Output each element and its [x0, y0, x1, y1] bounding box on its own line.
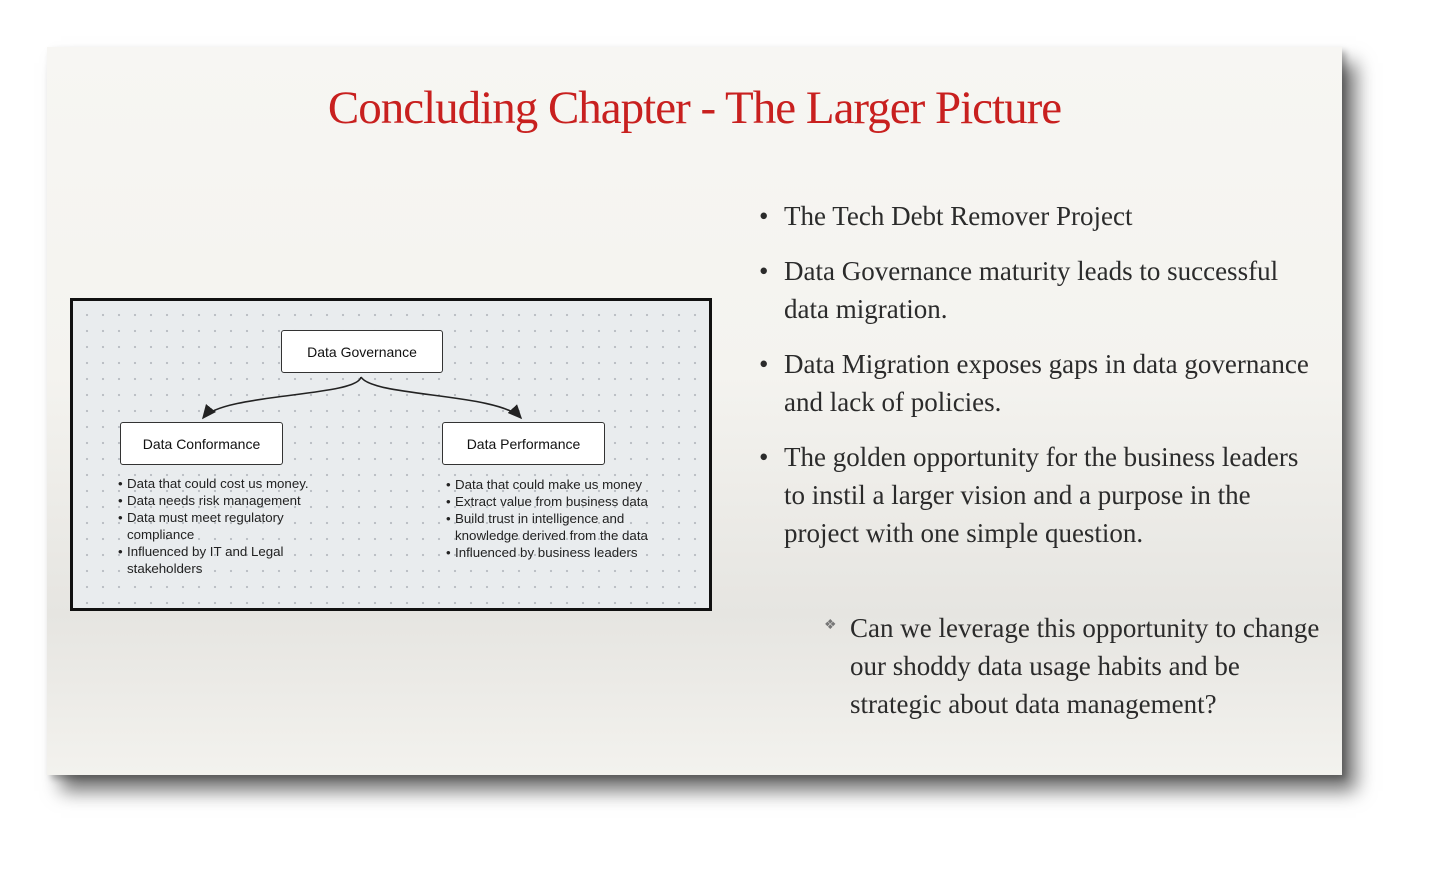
- bullet-text: Data Governance maturity leads to successful data migration.: [784, 256, 1279, 324]
- data-governance-box: Data Governance: [281, 330, 443, 373]
- arrow-to-conformance: [203, 377, 361, 418]
- bullet-dot-icon: •: [759, 201, 769, 231]
- bullet-text: Data Migration exposes gaps in data governance and lack of policies.: [784, 349, 1309, 417]
- data-governance-diagram: [70, 298, 712, 611]
- data-conformance-box: Data Conformance: [120, 422, 283, 465]
- bullet-dot-icon: •: [759, 256, 769, 286]
- bullet-text: The Tech Debt Remover Project: [784, 201, 1133, 231]
- diamond-bullet-icon: ❖: [824, 618, 837, 633]
- conformance-list: [118, 475, 333, 577]
- bullet-dot-icon: •: [759, 349, 769, 379]
- list-item: • Data needs risk management: [118, 492, 333, 509]
- slide-title: Concluding Chapter - The Larger Picture: [327, 82, 1062, 134]
- list-item: • Data must meet regulatory compliance: [118, 509, 333, 543]
- list-item: • Influenced by IT and Legal stakeholders: [118, 543, 333, 577]
- bullet-point: [759, 345, 1319, 421]
- performance-list: [446, 476, 671, 561]
- arrow-to-performance: [361, 377, 521, 418]
- bullet-text: The golden opportunity for the business leaders to instil a larger vision and a purpose in the project with one simple question.: [784, 442, 1299, 548]
- sub-bullet-text: Can we leverage this opportunity to change our shoddy data usage habits and be strategic about data management?: [850, 613, 1320, 719]
- data-performance-box: Data Performance: [442, 422, 605, 465]
- slide: [47, 47, 1342, 775]
- bullet-list: [759, 197, 1319, 569]
- bullet-point: [759, 252, 1319, 328]
- bullet-point: [759, 438, 1319, 552]
- sub-bullet: [824, 609, 1330, 723]
- bullet-point: [759, 197, 1319, 235]
- list-item: • Data that could cost us money.: [118, 475, 333, 492]
- list-item: • Influenced by business leaders: [446, 544, 671, 561]
- list-item: • Build trust in intelligence and knowledge derived from the data: [446, 510, 671, 544]
- list-item: • Data that could make us money: [446, 476, 671, 493]
- bullet-dot-icon: •: [759, 442, 769, 472]
- list-item: • Extract value from business data: [446, 493, 671, 510]
